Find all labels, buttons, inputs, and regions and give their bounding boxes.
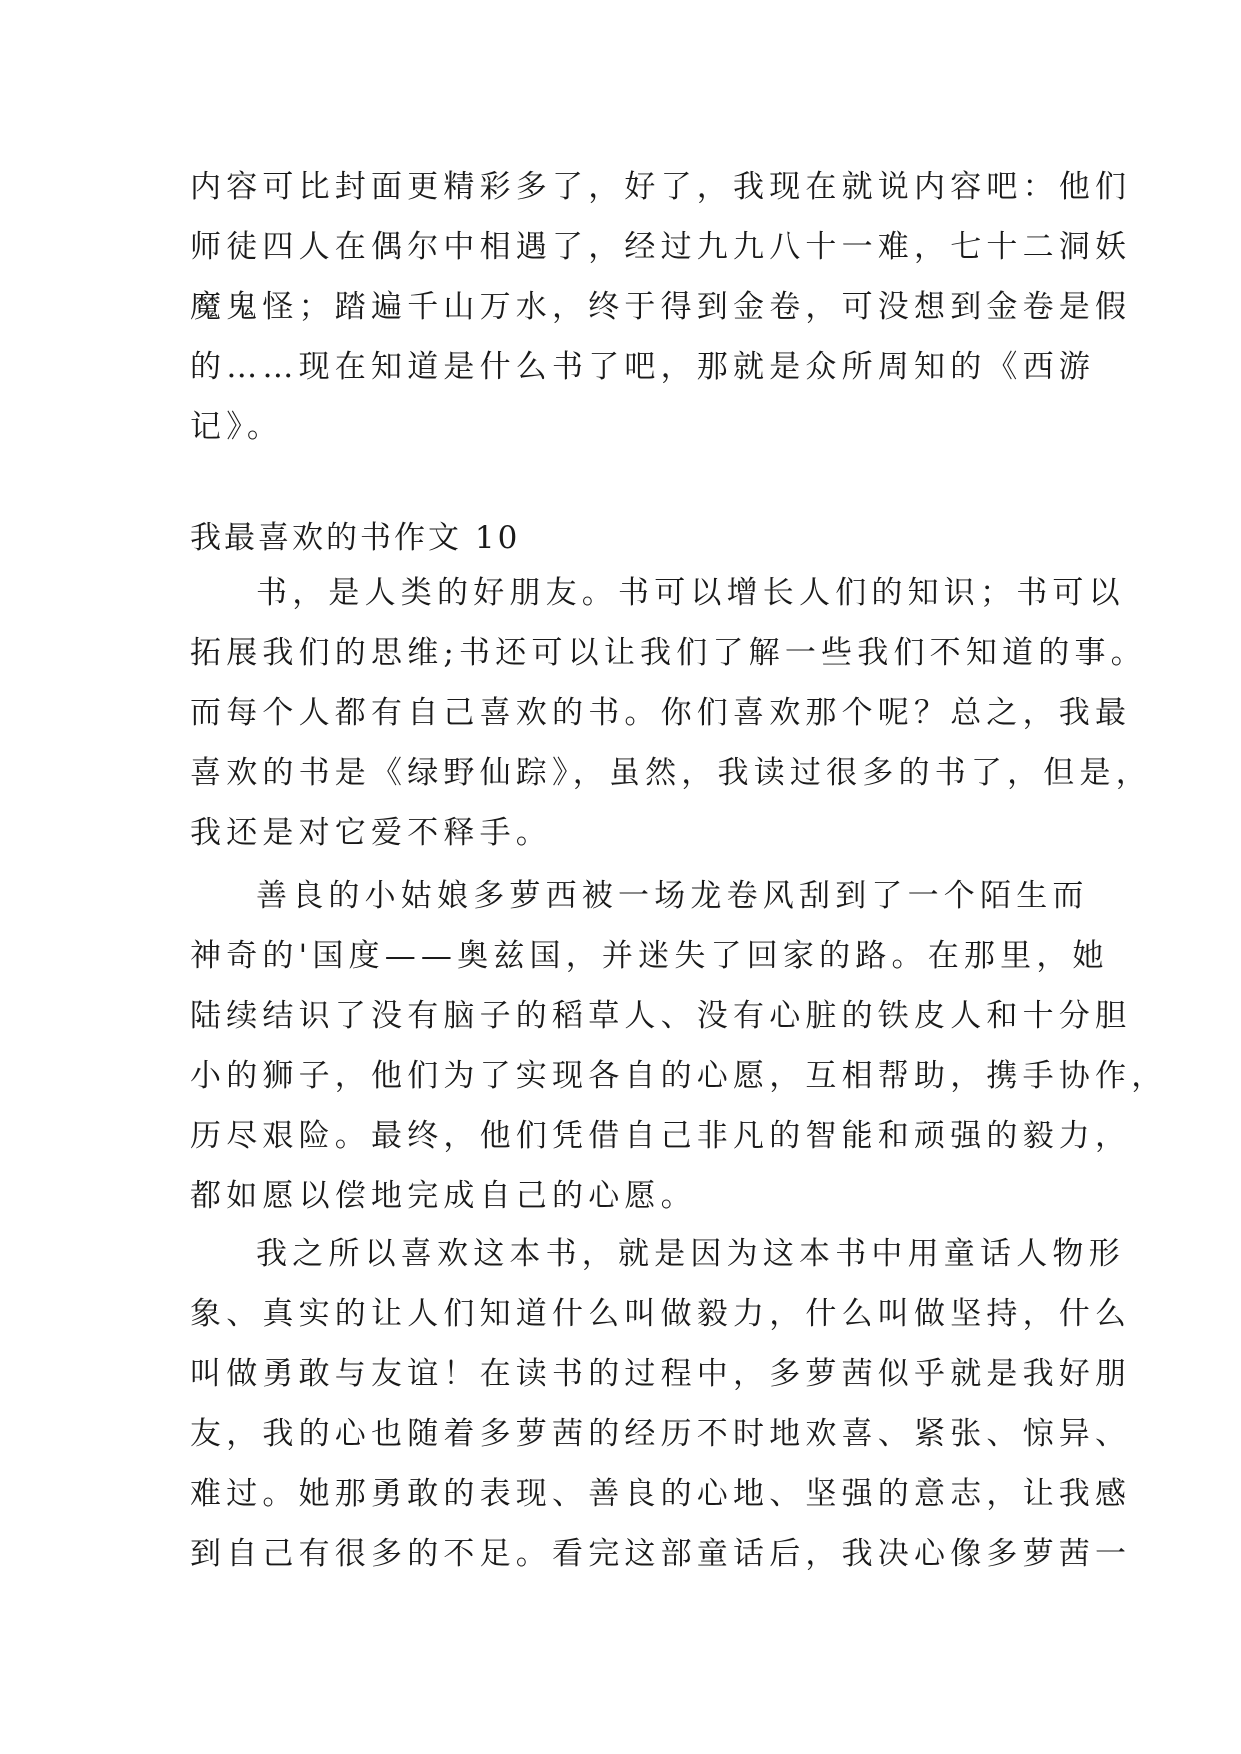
text-line: 善良的小姑娘多萝西被一场龙卷风刮到了一个陌生而 — [256, 878, 1089, 914]
text-line: 陆续结识了没有脑子的稻草人、没有心脏的铁皮人和十分胆 — [190, 998, 1132, 1034]
text-line: 叫做勇敢与友谊！在读书的过程中，多萝茜似乎就是我好朋 — [190, 1356, 1132, 1392]
text-line: 拓展我们的思维;书还可以让我们了解一些我们不知道的事。 — [190, 635, 1147, 671]
text-line: 而每个人都有自己喜欢的书。你们喜欢那个呢？总之，我最 — [190, 695, 1132, 731]
text-line: 我之所以喜欢这本书，就是因为这本书中用童话人物形 — [256, 1236, 1125, 1272]
paragraph-2 — [190, 866, 1168, 1226]
text-line: 书，是人类的好朋友。书可以增长人们的知识；书可以 — [256, 575, 1125, 611]
text-line: 记》。 — [190, 409, 284, 445]
text-line: 小的狮子，他们为了实现各自的心愿，互相帮助，携手协作， — [190, 1058, 1168, 1094]
text-line: 都如愿以偿地完成自己的心愿。 — [190, 1178, 697, 1214]
text-line: 象、真实的让人们知道什么叫做毅力，什么叫做坚持，什么 — [190, 1296, 1132, 1332]
text-line: 难过。她那勇敢的表现、善良的心地、坚强的意志，让我感 — [190, 1476, 1132, 1512]
text-line: 到自己有很多的不足。看完这部童话后，我决心像多萝茜一 — [190, 1536, 1132, 1572]
text-line: 魔鬼怪；踏遍千山万水，终于得到金卷，可没想到金卷是假 — [190, 289, 1132, 325]
intro-paragraph — [190, 157, 1132, 457]
text-line: 师徒四人在偶尔中相遇了，经过九九八十一难，七十二洞妖 — [190, 229, 1132, 265]
text-line: 我还是对它爱不释手。 — [190, 815, 552, 851]
paragraph-1 — [190, 563, 1152, 863]
text-line: 神奇的'国度——奥兹国，并迷失了回家的路。在那里，她 — [190, 938, 1109, 974]
text-line: 友，我的心也随着多萝茜的经历不时地欢喜、紧张、惊异、 — [190, 1416, 1132, 1452]
paragraph-3 — [190, 1224, 1132, 1584]
text-line: 喜欢的书是《绿野仙踪》，虽然，我读过很多的书了，但是， — [190, 755, 1152, 791]
essay-title: 我最喜欢的书作文 10 — [190, 520, 521, 556]
text-line: 内容可比封面更精彩多了，好了，我现在就说内容吧：他们 — [190, 169, 1132, 205]
text-line: 历尽艰险。最终，他们凭借自己非凡的智能和顽强的毅力， — [190, 1118, 1132, 1154]
text-line: 的……现在知道是什么书了吧，那就是众所周知的《西游 — [190, 349, 1095, 385]
